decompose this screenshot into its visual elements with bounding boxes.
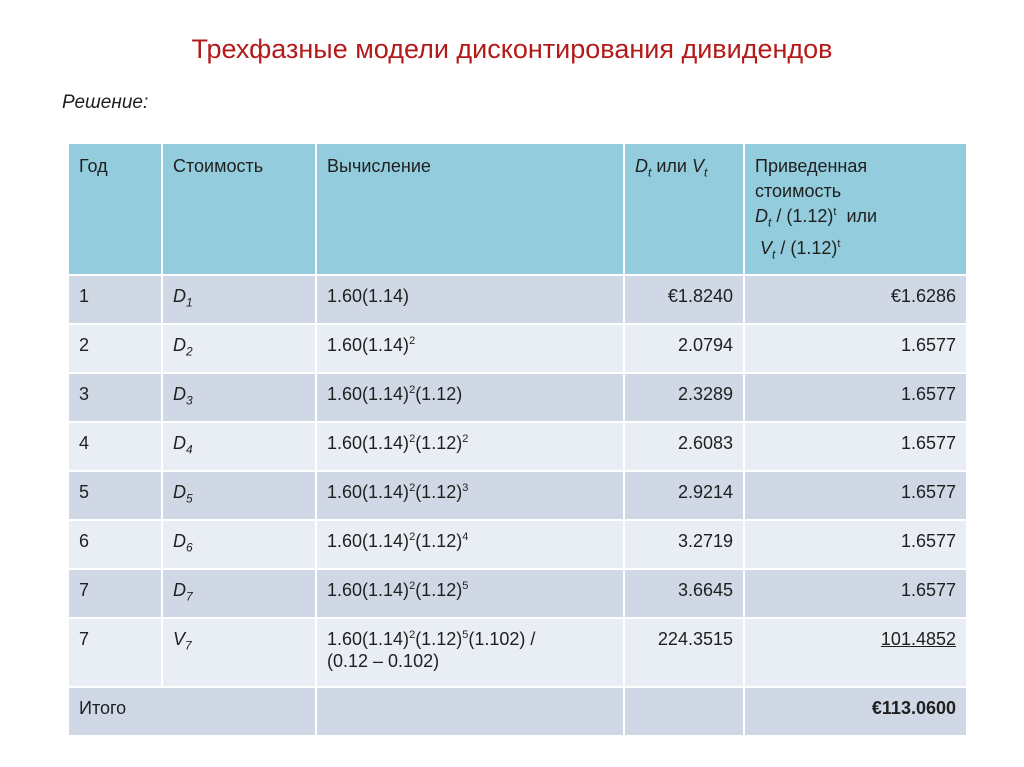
header-dt-vt: $D_t$ или $V_t$: [624, 143, 744, 275]
cell-present-value: 1.6577: [744, 569, 967, 618]
cell-year: 2: [68, 324, 162, 373]
cell-variable: $D_5$: [162, 471, 316, 520]
header-calc: Вычисление: [316, 143, 624, 275]
cell-variable: $V_7$: [162, 618, 316, 687]
cell-variable: $D_2$: [162, 324, 316, 373]
table-row: [68, 275, 967, 324]
cell-present-value: 1.6577: [744, 422, 967, 471]
cell-variable: $D_4$: [162, 422, 316, 471]
cell-year: 7: [68, 569, 162, 618]
cell-present-value: 101.4852: [744, 618, 967, 687]
table-row: [68, 422, 967, 471]
cell-year: 6: [68, 520, 162, 569]
cell-calculation: $1.60(1.14)^2(1.12)^2$: [316, 422, 624, 471]
total-empty-cell: [316, 687, 624, 736]
cell-value: 2.9214: [624, 471, 744, 520]
cell-calculation: $1.60(1.14)^2(1.12)$: [316, 373, 624, 422]
header-value: Стоимость: [162, 143, 316, 275]
total-value: €113.0600: [744, 687, 967, 736]
table-row: [68, 569, 967, 618]
cell-year: 4: [68, 422, 162, 471]
cell-present-value: 1.6577: [744, 520, 967, 569]
cell-calculation: $1.60(1.14)^2(1.12)^3$: [316, 471, 624, 520]
cell-present-value: 1.6577: [744, 324, 967, 373]
cell-variable: $D_1$: [162, 275, 316, 324]
slide-title: Трехфазные модели дисконтирования дивидендов: [191, 34, 833, 64]
cell-calculation: 1.60(1.14): [316, 275, 624, 324]
cell-calculation: $1.60(1.14)^2(1.12)^4$: [316, 520, 624, 569]
solution-label: Решение:: [62, 92, 149, 113]
cell-year: 3: [68, 373, 162, 422]
total-row: [68, 687, 967, 736]
cell-value: 2.6083: [624, 422, 744, 471]
cell-year: 5: [68, 471, 162, 520]
cell-value: 2.0794: [624, 324, 744, 373]
cell-value: 3.6645: [624, 569, 744, 618]
table-row: [68, 373, 967, 422]
table-header-row: [68, 143, 967, 275]
total-label: Итого: [68, 687, 316, 736]
cell-calculation: $1.60(1.14)^2(1.12)^5(1.102)$ / (0.12 – 0.102): [316, 618, 624, 687]
cell-value: €1.8240: [624, 275, 744, 324]
cell-present-value: €1.6286: [744, 275, 967, 324]
header-year: Год: [68, 143, 162, 275]
cell-value: 224.3515: [624, 618, 744, 687]
table-row: [68, 471, 967, 520]
cell-variable: $D_3$: [162, 373, 316, 422]
dividend-table: [67, 142, 968, 737]
cell-present-value: 1.6577: [744, 373, 967, 422]
cell-present-value: 1.6577: [744, 471, 967, 520]
cell-value: 3.2719: [624, 520, 744, 569]
table-row: [68, 520, 967, 569]
cell-value: 2.3289: [624, 373, 744, 422]
cell-calculation: $1.60(1.14)^2(1.12)^5$: [316, 569, 624, 618]
total-empty-cell: [624, 687, 744, 736]
table-row: [68, 324, 967, 373]
cell-year: 1: [68, 275, 162, 324]
cell-variable: $D_7$: [162, 569, 316, 618]
cell-year: 7: [68, 618, 162, 687]
cell-variable: $D_6$: [162, 520, 316, 569]
table-row: [68, 618, 967, 687]
cell-calculation: $1.60(1.14)^2$: [316, 324, 624, 373]
header-present-value: Приведенная стоимость $D_t / (1.12)^t$ или $V_t / (1.12)^t$: [744, 143, 967, 275]
